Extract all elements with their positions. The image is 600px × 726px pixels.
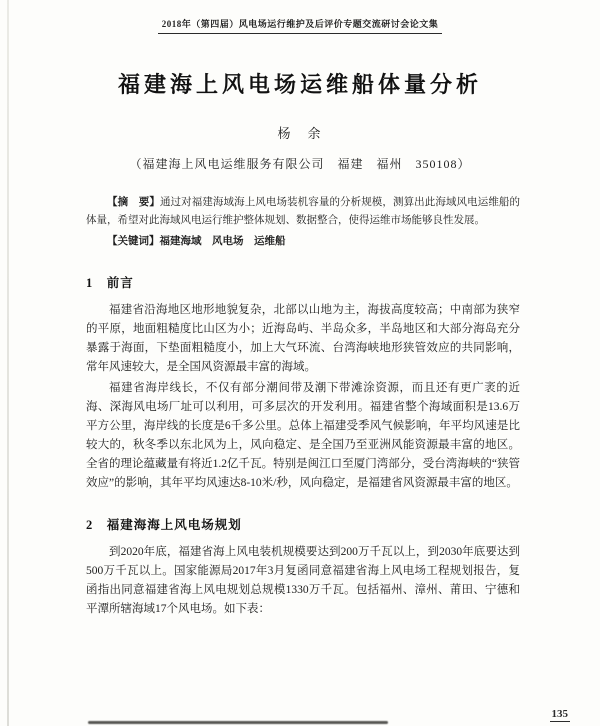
abstract-text: 通过对福建海域海上风电场装机容量的分析规模，测算出此海域风电运维船的体量，希望对此海域风电运行维护整体规划、数据整合，使得运维市场能够良性发展。 xyxy=(86,197,521,226)
section-1-paragraph-1: 福建省沿海地区地形地貌复杂，北部以山地为主，海拔高度较高；中南部为狭窄的平原，地面粗糙度比山区为小；近海岛屿、半岛众多，半岛地区和大部分海岛充分暴露于海面，下垫面粗糙度小，加上大气环流、台湾海峡地形狭管效应的共同影响，常年风速较大，是全国风资源最丰富的海域。 xyxy=(86,304,520,373)
keywords-text: 福建海域 风电场 运维船 xyxy=(159,236,286,247)
keywords-line xyxy=(86,233,520,251)
keywords-label: 【关键词】 xyxy=(107,236,160,247)
section-1-paragraph-2: 福建省海岸线长，不仅有部分潮间带及潮下带滩涂资源，而且还有更广袤的近海、深海风电场厂址可以利用，可多层次的开发利用。福建省整个海域面积是13.6万平方公里，海岸线的长度是6千多公里。总体上福建受季风气候影响，年平均风速是比较大的，秋冬季以东北风为上，风向稳定、是全国乃至亚洲风能资源最丰富的地区。全省的理论蕴藏量有将近1.2亿千瓦。特别是闽江口至厦门湾部分，受台湾海峡的“狭管效应”的影响，其年平均风速达8-10米/秒，风向稳定，是福建省风资源最丰富的地区。 xyxy=(86,382,520,489)
section-2-paragraph-1: 到2020年底，福建省海上风电装机规模要达到200万千瓦以上，到2030年底要达到500万千瓦以上。国家能源局2017年3月复函同意福建省海上风电场工程规划报告，复函指出同意福建省海上风电规划总规模1330万千瓦。包括福州、漳州、莆田、宁德和平潭所辖海域17个风电场。如下表： xyxy=(86,546,520,615)
author-affiliation: （福建海上风电运维服务有限公司 福建 福州 350108） xyxy=(129,157,471,171)
abstract-label: 【摘 要】 xyxy=(107,197,160,208)
page-number: 135 xyxy=(551,708,568,720)
scan-edge-artifact xyxy=(7,0,9,726)
proceedings-header: 2018年（第四届）风电场运行维护及后评价专题交流研讨会论文集 xyxy=(158,17,443,34)
page-bottom-shadow-artifact xyxy=(88,721,388,724)
header-container xyxy=(0,0,600,34)
section-1-heading: 1 前言 xyxy=(86,276,134,290)
paper-body xyxy=(86,194,520,619)
paper-title: 福建海上风电场运维船体量分析 xyxy=(117,72,482,97)
section-2-heading: 2 福建海海上风电场规划 xyxy=(86,518,242,532)
abstract-paragraph xyxy=(86,194,520,230)
author-name: 杨 余 xyxy=(277,126,323,141)
